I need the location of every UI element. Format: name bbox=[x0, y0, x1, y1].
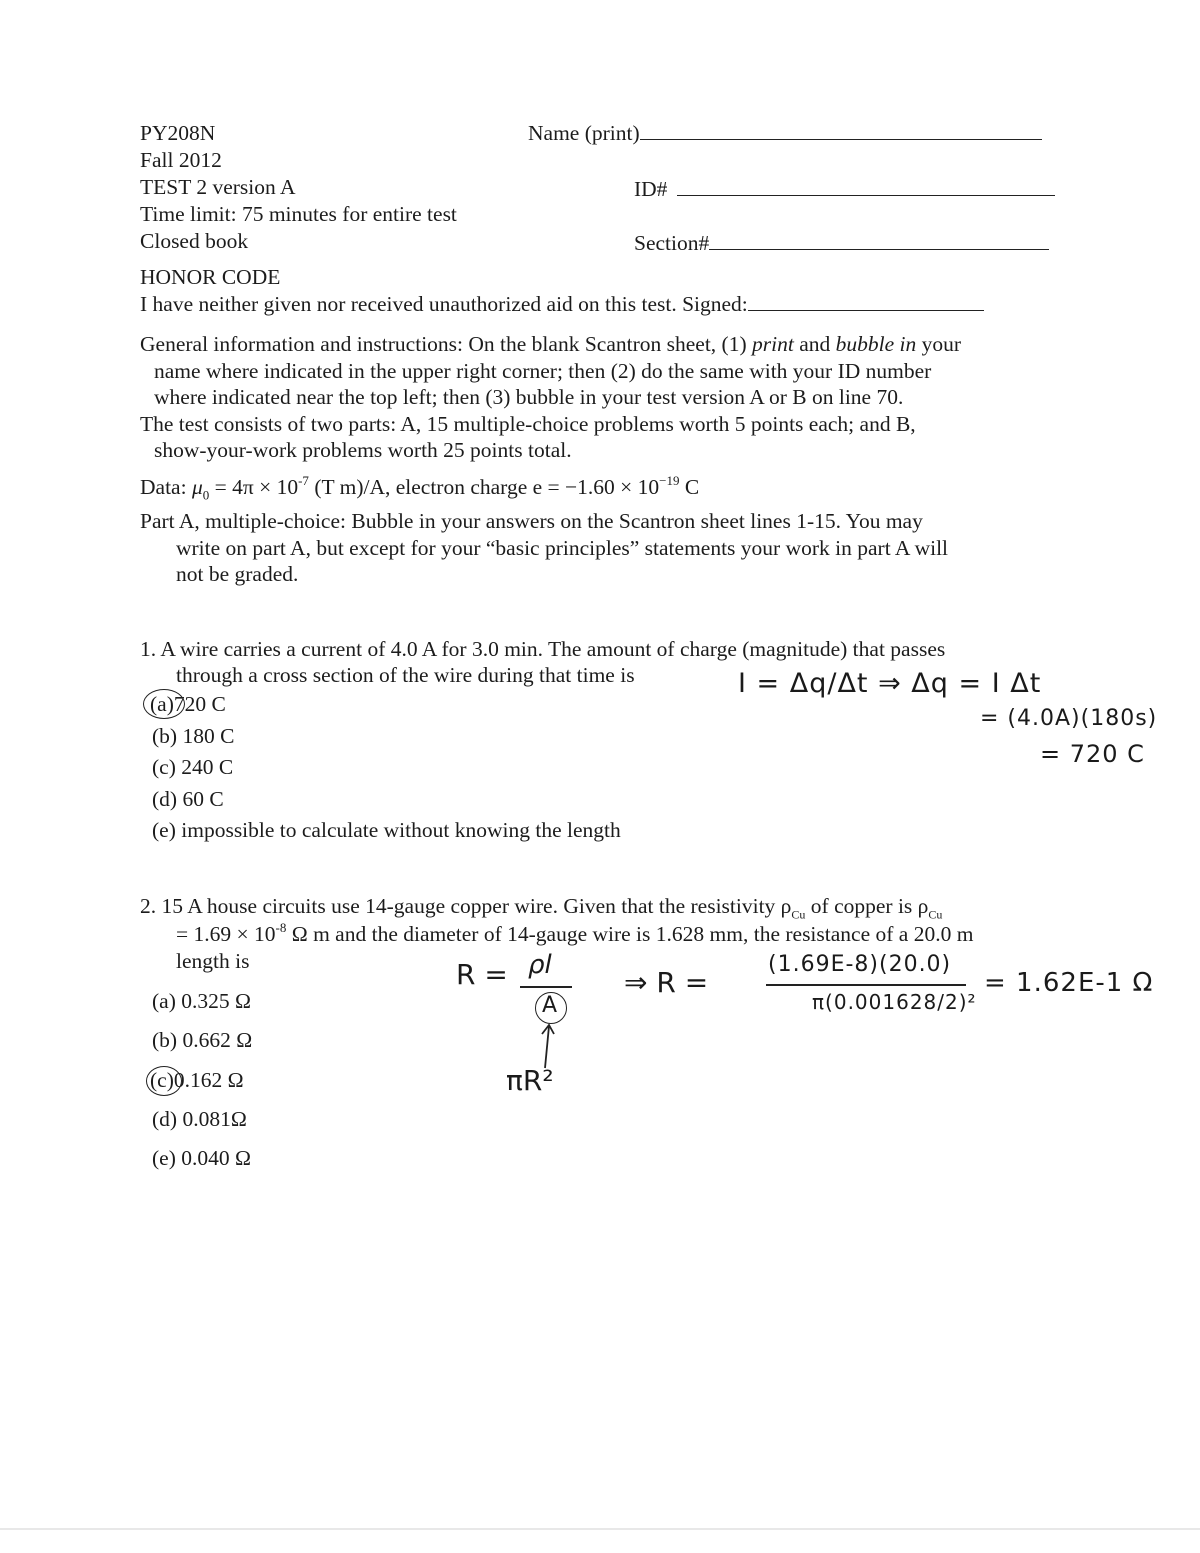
q1-selected-answer-circle bbox=[143, 689, 185, 719]
data-line: Data: $\mu_0 = 4\pi \times 10^{-7}$ (T m)/A, electron charge $e = -1.60 \times 10^{-19}$ C bbox=[140, 473, 700, 503]
q1-choice-e[interactable]: (e) impossible to calculate without knowing the length bbox=[152, 818, 621, 842]
time-limit: Time limit: 75 minutes for entire test bbox=[140, 202, 457, 226]
q1-stem-line-2: through a cross section of the wire during that time is bbox=[176, 663, 635, 687]
q1-stem-line-1: 1. A wire carries a current of 4.0 A for 3.0 min. The amount of charge (magnitude) that passes bbox=[140, 637, 946, 661]
q1-choice-c[interactable]: (c) 240 C bbox=[152, 755, 234, 779]
q2-choice-d[interactable]: (d) 0.081Ω bbox=[152, 1107, 247, 1131]
q2-handwritten-pi-r-squared: πR² bbox=[506, 1064, 554, 1097]
name-label: Name (print) bbox=[528, 121, 640, 145]
arrow-up-icon bbox=[536, 1022, 556, 1070]
print-word: print bbox=[752, 332, 794, 356]
section-field[interactable] bbox=[634, 230, 1049, 257]
honor-code-title: HONOR CODE bbox=[140, 265, 281, 289]
part-a-line-2: write on part A, but except for your “basic principles” statements your work in part A will bbox=[176, 536, 949, 560]
q2-choice-e[interactable]: (e) 0.040 Ω bbox=[152, 1146, 251, 1170]
instructions-line-5: show-your-work problems worth 25 points total. bbox=[154, 438, 572, 462]
q2-handwritten-rho-l: ρl bbox=[528, 950, 552, 980]
id-field[interactable] bbox=[634, 176, 1055, 203]
q2-stem-line-2: = $1.69 \times 10^{-8}$ Ω m and the diameter of 14-gauge wire is 1.628 mm, the resistance of a 20.0 m bbox=[176, 920, 974, 946]
q2-handwritten-numerator: (1.69E-8)(20.0) bbox=[768, 952, 952, 977]
signature-blank[interactable] bbox=[748, 292, 984, 311]
instructions-line-1: General information and instructions: On the blank Scantron sheet, (1) print and bubble in your bbox=[140, 332, 962, 356]
q1-handwritten-formula: I = Δq/Δt ⇒ Δq = I Δt bbox=[738, 668, 1042, 699]
instructions-line-4: The test consists of two parts: A, 15 multiple-choice problems worth 5 points each; and B, bbox=[140, 412, 916, 436]
honor-statement-text: I have neither given nor received unauthorized aid on this test. Signed: bbox=[140, 292, 748, 316]
q2-choice-a[interactable]: (a) 0.325 Ω bbox=[152, 989, 251, 1013]
q1-choice-a[interactable]: (a)720 C bbox=[150, 692, 226, 716]
instructions-line-3: where indicated near the top left; then (3) bubble in your test version A or B on line 70. bbox=[154, 385, 904, 409]
q2-selected-answer-circle bbox=[146, 1066, 182, 1096]
q2-choice-c[interactable]: (c)0.162 Ω bbox=[150, 1068, 244, 1092]
q1-choice-b[interactable]: (b) 180 C bbox=[152, 724, 235, 748]
id-blank[interactable] bbox=[677, 177, 1055, 196]
q2-stem-line-1: 2. 15 A house circuits use 14-gauge copper wire. Given that the resistivity $\rho_{Cu}$ of copper is $\rho_{Cu}$ bbox=[140, 894, 943, 922]
scan-edge-line bbox=[0, 1528, 1200, 1530]
id-label: ID# bbox=[634, 177, 668, 201]
q1-handwritten-step-2: = 720 C bbox=[1040, 740, 1145, 768]
mu-symbol: μ bbox=[191, 475, 203, 499]
test-version: TEST 2 version A bbox=[140, 175, 296, 199]
name-blank[interactable] bbox=[640, 121, 1042, 140]
q1-handwritten-step-1: = (4.0A)(180s) bbox=[980, 706, 1158, 731]
q2-handwritten-fraction-bar bbox=[766, 984, 966, 986]
q2-choice-b[interactable]: (b) 0.662 Ω bbox=[152, 1028, 253, 1052]
q2-fraction-bar bbox=[520, 986, 572, 988]
q2-stem-line-3: length is bbox=[176, 949, 250, 973]
q2-handwritten-r-equals: R = bbox=[456, 958, 508, 991]
part-a-line-3: not be graded. bbox=[176, 562, 299, 586]
part-a-line-1: Part A, multiple-choice: Bubble in your answers on the Scantron sheet lines 1-15. You may bbox=[140, 509, 923, 533]
q2-handwritten-denominator: π(0.001628/2)² bbox=[812, 990, 977, 1014]
name-field[interactable] bbox=[528, 120, 1042, 147]
instructions-line-2: name where indicated in the upper right corner; then (2) do the same with your ID number bbox=[154, 359, 932, 383]
course-code: PY208N bbox=[140, 121, 216, 145]
q2-handwritten-implies: ⇒ R = bbox=[624, 966, 709, 999]
section-label: Section# bbox=[634, 231, 710, 255]
q2-handwritten-area: A bbox=[542, 993, 558, 1018]
q1-choice-d[interactable]: (d) 60 C bbox=[152, 787, 224, 811]
honor-statement[interactable] bbox=[140, 291, 984, 318]
section-blank[interactable] bbox=[709, 231, 1049, 250]
term: Fall 2012 bbox=[140, 148, 222, 172]
q2-handwritten-result: = 1.62E-1 Ω bbox=[984, 968, 1154, 998]
bubble-in-word: bubble in bbox=[835, 332, 917, 356]
closed-book: Closed book bbox=[140, 229, 249, 253]
